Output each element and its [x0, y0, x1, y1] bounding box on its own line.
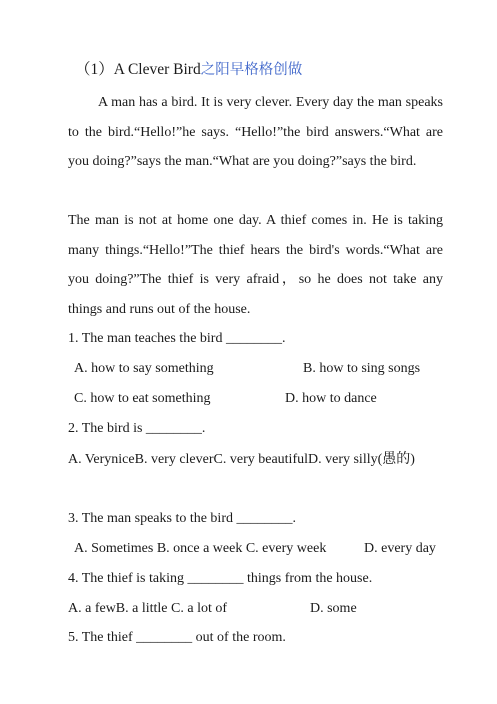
question-1-option-d: D. how to dance	[285, 391, 377, 406]
question-3-option-d: D. every day	[364, 541, 436, 556]
title-text: （1）A Clever Bird	[75, 61, 201, 78]
story-paragraph-2: The man is not at home one day. A thief comes in. He is taking many things.“Hello!”The thief hears the bird's words.“What are you doing?”The thief is very afraid，so he does not take any things and runs out of the house.	[68, 213, 443, 317]
question-3-stem: 3. The man speaks to the bird ________.	[68, 511, 296, 526]
question-1-option-c: C. how to eat something	[74, 391, 211, 406]
question-3-options-abc: A. Sometimes B. once a week C. every week	[74, 541, 327, 556]
question-2-stem: 2. The bird is ________.	[68, 421, 206, 436]
question-2-options: A. VeryniceB. very cleverC. very beautifulD. very silly(愚的)	[68, 452, 415, 467]
passage-title	[75, 60, 302, 80]
question-1-option-b: B. how to sing songs	[303, 361, 421, 376]
question-1-stem: 1. The man teaches the bird ________.	[68, 331, 286, 346]
watermark-text: 之阳早格格创做	[200, 62, 303, 78]
question-1-option-a: A. how to say something	[74, 361, 214, 376]
question-4-options-abc: A. a fewB. a little C. a lot of	[68, 601, 228, 616]
question-5-stem: 5. The thief ________ out of the room.	[68, 630, 286, 645]
question-4-stem: 4. The thief is taking ________ things from the house.	[68, 571, 373, 586]
question-4-option-d: D. some	[310, 601, 357, 616]
story-paragraph-1: A man has a bird. It is very clever. Every day the man speaks to the bird.“Hello!”he says. “Hello!”the bird answers.“What are you doing?”says the man.“What are you doing?”says the bird.	[68, 95, 443, 169]
